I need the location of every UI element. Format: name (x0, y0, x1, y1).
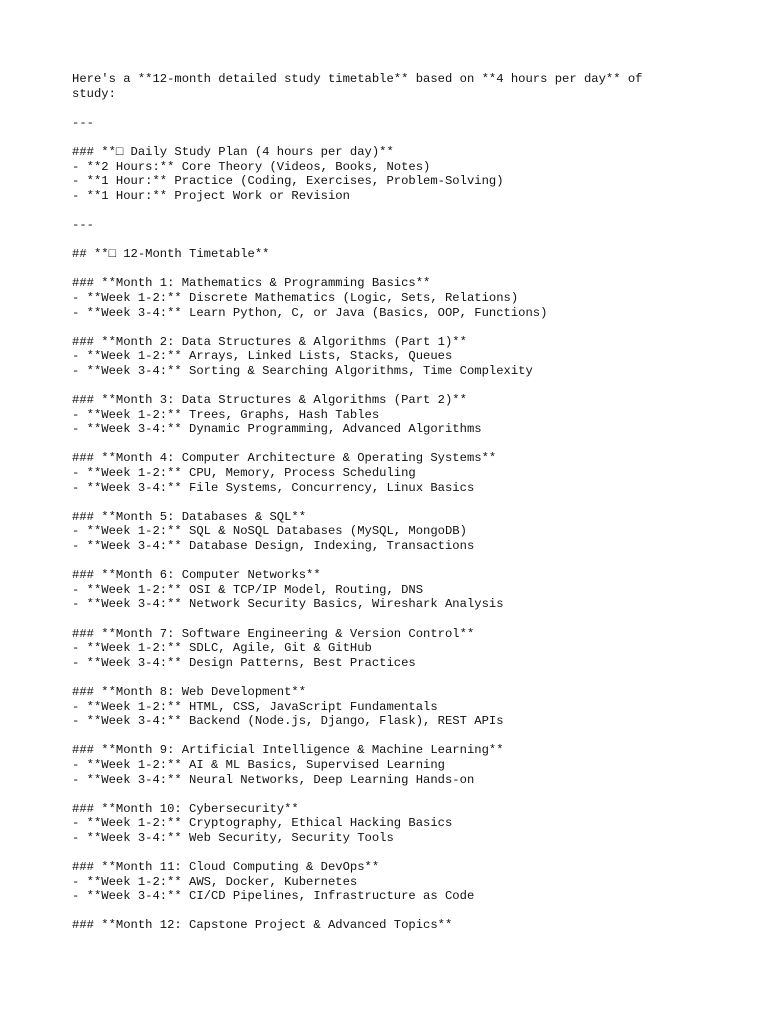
blank-line (72, 904, 696, 919)
timetable-heading: ## **□ 12-Month Timetable** (72, 247, 270, 262)
week-item: - **Week 1-2:** CPU, Memory, Process Scheduling (72, 466, 416, 481)
week-item: - **Week 3-4:** Database Design, Indexing, Transactions (72, 539, 475, 553)
week-item: - **Week 1-2:** Cryptography, Ethical Hacking Basics (72, 816, 453, 831)
month-heading: ### **Month 8: Web Development** (72, 684, 307, 699)
week-item: - **Week 3-4:** Network Security Basics, Wireshark Analysis (72, 597, 504, 612)
week-item: - **Week 1-2:** SDLC, Agile, Git & GitHub (72, 641, 372, 656)
week-item: - **Week 1-2:** AWS, Docker, Kubernetes (72, 874, 358, 889)
week-item: - **Week 1-2:** SQL & NoSQL Databases (MySQL, MongoDB) (72, 524, 467, 539)
blank-line (72, 262, 696, 277)
separator: --- (72, 217, 94, 232)
separator: --- (72, 115, 94, 130)
week-item: - **Week 3-4:** Web Security, Security Tools (72, 830, 394, 845)
blank-line (72, 203, 696, 218)
blank-line (72, 320, 696, 335)
month-heading: ### **Month 9: Artificial Intelligence & Machine Learning** (72, 743, 504, 758)
month-heading: ### **Month 12: Capstone Project & Advanced Topics** (72, 918, 453, 933)
daily-plan-item: - **1 Hour:** Practice (Coding, Exercises, Problem-Solving) (72, 174, 504, 189)
month-heading: ### **Month 6: Computer Networks** (72, 568, 321, 583)
week-item: - **Week 3-4:** Neural Networks, Deep Learning Hands-on (72, 772, 475, 787)
week-item: - **Week 1-2:** Trees, Graphs, Hash Tables (72, 407, 380, 422)
week-item: - **Week 1-2:** AI & ML Basics, Supervised Learning (72, 757, 445, 772)
week-item: - **Week 1-2:** OSI & TCP/IP Model, Routing, DNS (72, 582, 424, 597)
month-heading: ### **Month 2: Data Structures & Algorithms (Part 1)** (72, 334, 467, 349)
blank-line (72, 495, 696, 510)
daily-plan-item: - **1 Hour:** Project Work or Revision (72, 188, 350, 203)
week-item: - **Week 1-2:** Arrays, Linked Lists, Stacks, Queues (72, 349, 453, 364)
week-item: - **Week 3-4:** Dynamic Programming, Advanced Algorithms (72, 422, 482, 437)
month-heading: ### **Month 10: Cybersecurity** (72, 801, 299, 816)
daily-plan-heading: ### **□ Daily Study Plan (4 hours per day)** (72, 144, 394, 159)
week-item: - **Week 1-2:** HTML, CSS, JavaScript Fundamentals (72, 699, 438, 714)
intro-line: study: (72, 86, 116, 101)
month-heading: ### **Month 5: Databases & SQL** (72, 509, 307, 524)
document-text (72, 72, 696, 933)
blank-line (72, 845, 696, 860)
week-item: - **Week 1-2:** Discrete Mathematics (Logic, Sets, Relations) (72, 290, 519, 305)
blank-line (72, 787, 696, 802)
blank-line (72, 554, 696, 569)
month-heading: ### **Month 4: Computer Architecture & Operating Systems** (72, 451, 497, 466)
blank-line (72, 437, 696, 452)
week-item: - **Week 3-4:** File Systems, Concurrency, Linux Basics (72, 480, 475, 495)
month-heading: ### **Month 1: Mathematics & Programming Basics** (72, 276, 431, 291)
blank-line (72, 612, 696, 627)
week-item: - **Week 3-4:** Sorting & Searching Algorithms, Time Complexity (72, 363, 533, 378)
month-heading: ### **Month 7: Software Engineering & Version Control** (72, 626, 475, 641)
blank-line (72, 670, 696, 685)
week-item: - **Week 3-4:** CI/CD Pipelines, Infrastructure as Code (72, 889, 475, 904)
week-item: - **Week 3-4:** Design Patterns, Best Practices (72, 655, 416, 670)
blank-line (72, 233, 696, 248)
month-heading: ### **Month 11: Cloud Computing & DevOps** (72, 860, 380, 875)
blank-line (72, 729, 696, 744)
daily-plan-item: - **2 Hours:** Core Theory (Videos, Books, Notes) (72, 159, 431, 174)
week-item: - **Week 3-4:** Learn Python, C, or Java (Basics, OOP, Functions) (72, 305, 548, 320)
blank-line (72, 378, 696, 393)
blank-line (72, 101, 696, 116)
week-item: - **Week 3-4:** Backend (Node.js, Django, Flask), REST APIs (72, 714, 504, 729)
month-heading: ### **Month 3: Data Structures & Algorithms (Part 2)** (72, 393, 467, 408)
intro-line: Here's a **12-month detailed study timetable** based on **4 hours per day** of (72, 72, 643, 86)
blank-line (72, 130, 696, 145)
